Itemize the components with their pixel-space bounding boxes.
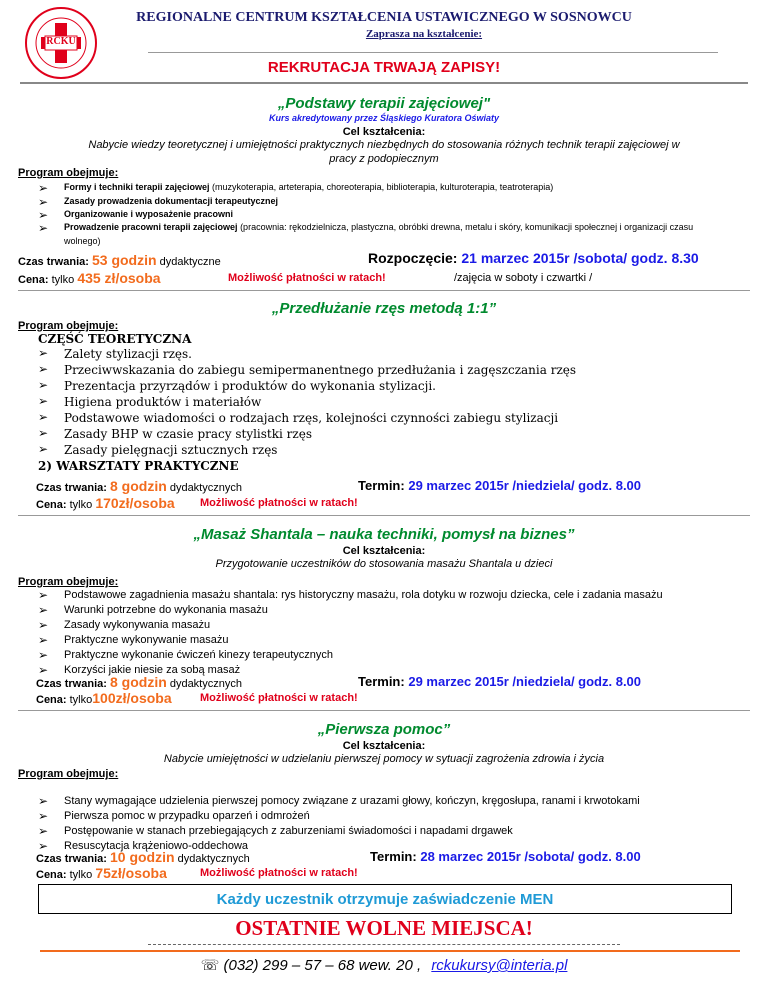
arrow-bullet-icon: ➢ xyxy=(38,809,49,823)
arrow-bullet-icon: ➢ xyxy=(38,181,49,195)
course4-title: „Pierwsza pomoc” xyxy=(317,721,451,738)
course3-program-label: Program obejmuje: xyxy=(18,576,119,588)
course3-duration: Czas trwania: 8 godzin dydaktycznych xyxy=(36,674,242,690)
arrow-bullet-icon: ➢ xyxy=(38,394,49,408)
arrow-bullet-icon: ➢ xyxy=(38,410,49,424)
course2-installments: Możliwość płatności w ratach! xyxy=(200,497,358,509)
certificate-text: Każdy uczestnik otrzymuje zaświadczenie MEN xyxy=(216,891,554,908)
course1-price: Cena: tylko 435 zł/osoba xyxy=(18,270,161,286)
last-places-banner: OSTATNIE WOLNE MIEJSCA! xyxy=(235,916,533,940)
divider xyxy=(18,515,750,516)
arrow-bullet-icon: ➢ xyxy=(38,442,49,456)
course1-goal-line1: Nabycie wiedzy teoretycznej i umiejętności praktycznych niezbędnych do stosowania różnych technik terapii zajęciowej w xyxy=(88,139,680,151)
course3-term: Termin: 29 marzec 2015r /niedziela/ godz. 8.00 xyxy=(358,674,642,689)
arrow-bullet-icon: ➢ xyxy=(38,588,49,602)
course2-term: Termin: 29 marzec 2015r /niedziela/ godz. 8.00 xyxy=(358,478,642,493)
arrow-bullet-icon: ➢ xyxy=(38,195,49,209)
arrow-bullet-icon: ➢ xyxy=(38,362,49,376)
course4-goal-label: Cel kształcenia: xyxy=(342,740,426,752)
course2-price: Cena: tylko 170zł/osoba xyxy=(36,495,175,511)
arrow-bullet-icon: ➢ xyxy=(38,221,49,235)
arrow-bullet-icon: ➢ xyxy=(38,208,49,222)
arrow-bullet-icon: ➢ xyxy=(38,824,49,838)
certificate-box xyxy=(38,884,732,914)
invite-text: Zaprasza na kształcenie: xyxy=(365,28,483,40)
course4-term: Termin: 28 marzec 2015r /sobota/ godz. 8.00 xyxy=(370,849,641,864)
course2-duration: Czas trwania: 8 godzin dydaktycznych xyxy=(36,478,242,494)
arrow-bullet-icon: ➢ xyxy=(38,633,49,647)
course1-installments: Możliwość płatności w ratach! xyxy=(228,272,386,284)
divider xyxy=(148,52,718,53)
arrow-bullet-icon: ➢ xyxy=(38,663,49,677)
course2-theory-heading: CZĘŚĆ TEORETYCZNA xyxy=(38,332,192,346)
divider xyxy=(18,710,750,711)
arrow-bullet-icon: ➢ xyxy=(38,426,49,440)
arrow-bullet-icon: ➢ xyxy=(38,346,49,360)
course3-goal-label: Cel kształcenia: xyxy=(342,545,426,557)
course3-goal: Przygotowanie uczestników do stosowania masażu Shantala u dzieci xyxy=(215,558,553,570)
course4-goal: Nabycie umiejętności w udzielaniu pierwszej pomocy w sytuacji zagrożenia zdrowia i życia xyxy=(163,753,605,765)
arrow-bullet-icon: ➢ xyxy=(38,839,49,853)
course2-program-label: Program obejmuje: xyxy=(18,320,119,332)
orange-divider xyxy=(40,950,740,952)
logo-text: RCKU xyxy=(46,36,76,47)
course1-title: „Podstawy terapii zajęciowej" xyxy=(277,95,491,112)
divider xyxy=(18,290,750,291)
course4-duration: Czas trwania: 10 godzin dydaktycznych xyxy=(36,849,250,865)
email-link[interactable]: rckukursy@interia.pl xyxy=(431,957,568,974)
course1-goal-line2: pracy z podopiecznym xyxy=(329,153,439,165)
course3-price: Cena: tylko100zł/osoba xyxy=(36,690,172,706)
arrow-bullet-icon: ➢ xyxy=(38,603,49,617)
course1-program-label: Program obejmuje: xyxy=(18,167,119,179)
course1-accredited: Kurs akredytowany przez Śląskiego Kuratora Oświaty xyxy=(268,113,500,123)
arrow-bullet-icon: ➢ xyxy=(38,378,49,392)
org-name: REGIONALNE CENTRUM KSZTAŁCENIA USTAWICZNEGO W SOSNOWCU xyxy=(136,10,632,25)
course4-price: Cena: tylko 75zł/osoba xyxy=(36,865,167,881)
contact-line xyxy=(0,956,768,974)
course1-start: Rozpoczęcie: 21 marzec 2015r /sobota/ godz. 8.30 xyxy=(368,250,699,266)
course4-program-label: Program obejmuje: xyxy=(18,768,119,780)
arrow-bullet-icon: ➢ xyxy=(38,618,49,632)
recruitment-banner: REKRUTACJA TRWAJĄ ZAPISY! xyxy=(267,59,501,76)
phone-icon: ☏ xyxy=(200,957,220,974)
course2-title: „Przedłużanie rzęs metodą 1:1” xyxy=(271,300,497,317)
course3-installments: Możliwość płatności w ratach! xyxy=(200,692,358,704)
course1-item4-continued: wolnego) xyxy=(64,236,101,246)
course1-duration: Czas trwania: 53 godzin dydaktyczne xyxy=(18,252,221,268)
course1-schedule: /zajęcia w soboty i czwartki / xyxy=(454,272,593,284)
divider xyxy=(20,82,748,84)
arrow-bullet-icon: ➢ xyxy=(38,648,49,662)
arrow-bullet-icon: ➢ xyxy=(38,794,49,808)
course2-workshop-heading: 2) WARSZTATY PRAKTYCZNE xyxy=(38,459,239,473)
course4-installments: Możliwość płatności w ratach! xyxy=(200,867,358,879)
dashed-divider xyxy=(148,944,620,945)
course1-goal-label: Cel kształcenia: xyxy=(342,126,426,138)
course3-title: „Masaż Shantala – nauka techniki, pomysł na biznes” xyxy=(193,526,575,543)
phone-number: (032) 299 – 57 – 68 wew. 20 , xyxy=(223,957,422,974)
